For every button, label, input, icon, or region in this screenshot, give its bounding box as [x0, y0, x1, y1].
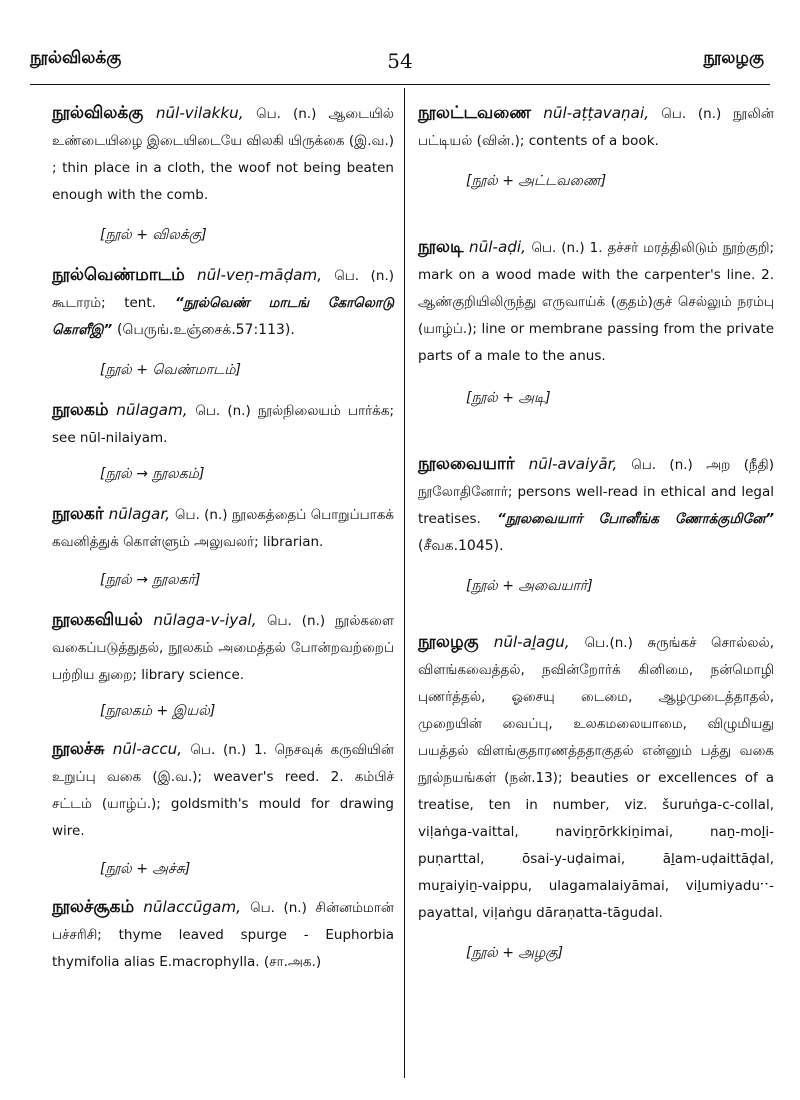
left-column: [52, 100, 394, 975]
running-head-left: நூல்விலக்கு: [30, 48, 122, 68]
definition: பெ. (n.) கூடாரம்; tent.: [52, 268, 394, 311]
transliteration: nūl-vilakku,: [155, 104, 244, 122]
headword: நூலடி: [418, 237, 464, 257]
etymology: [நூல் + அச்சு]: [100, 861, 191, 877]
headword: நூலச்சு: [52, 739, 105, 759]
transliteration: nūl-veṇ-māḍam,: [197, 266, 323, 284]
entry-nulagam: [52, 397, 394, 451]
transliteration: nūl-avaiyār,: [528, 455, 618, 473]
citation: (சீவக.1045).: [418, 538, 504, 554]
etymology: [நூல் + அடி]: [466, 390, 551, 406]
right-column: [418, 100, 774, 966]
etymology: [நூல் → நூலகம்]: [100, 466, 205, 482]
transliteration: nūl-accu,: [112, 740, 183, 758]
etymology: [நூல் + அழகு]: [466, 945, 564, 961]
etymology: [நூல் + விலக்கு]: [100, 227, 207, 243]
transliteration: nūlagam,: [116, 401, 188, 419]
citation: (பெருங்.உஞ்சைக்.57:113).: [117, 322, 295, 338]
etymology: [நூல் + அட்டவணை]: [466, 173, 607, 189]
definition: பெ. (n.) ஆடையில் உண்டையிழை இடையிடையே விலகி யிருக்கை (இ.வ.) ; thin place in a cloth, the woof not being beaten enough with the comb.: [52, 106, 395, 203]
definition: பெ.(n.) சுருங்கச் சொல்லல், விளங்கவைத்தல், நவின்றோர்க் கினிமை, நன்மொழி புணர்த்தல், ஓசையு டைமை, ஆழமுடைத்தாதல், முறையின் வைப்பு, உலகமலையாமை, விழுமியது பயத்தல் விளங்குதாரணத்ததாகுதல் என்னும் பத்து வகை நூல்நயங்கள் (நன்.13); beauties or excellences of a treatise, ten in number, viz. šuruṅga-c-collal, viḷaṅga-vaittal, naviṉṟōrkkiṉimai, naṉ-moḻi-puṇarttal, ōsai-y-uḍaimai, āḻam-uḍaittāḍal, muṟaiyiṉ-vaippu, ulagamalaiyāmai, viḻumiyaduˑˑ-payattal, viḷaṅgu dāraṇatta-tāgudal.: [418, 635, 775, 921]
definition: பெ. (n.) அற (நீதி) நூலோதினோர்; persons well-read in ethical and legal treatises.: [418, 457, 774, 527]
entry-nul-alagu: [418, 629, 774, 926]
definition: பெ. (n.) சின்னம்மான் பச்சரிசி; thyme leaved spurge - Euphorbia thymifolia alias E.macrophylla. (சா.அக.): [52, 900, 395, 970]
headword: நூலகவியல்: [52, 610, 143, 630]
headword: நூலகர்: [52, 504, 104, 524]
definition: பெ. (n.) நூல்நிலையம் பார்க்க; see nūl-nilaiyam.: [52, 403, 395, 446]
transliteration: nūl-aḻagu,: [493, 633, 570, 651]
headword: நூல்வெண்மாடம்: [52, 265, 185, 285]
etymology: [நூல் → நூலகர்]: [100, 572, 201, 588]
headword: நூலவையார்: [418, 454, 515, 474]
definition: பெ. (n.) 1. தச்சர் மரத்திலிடும் நூற்குறி; mark on a wood made with the carpenter's line. 2. ஆண்குறியிலிருந்து எருவாய்க் (குதம்)குச் செல்லும் நரம்பு (யாழ்ப்.); line or membrane passing from the private parts of a male to the anus.: [418, 240, 775, 364]
entry-nul-avaiyar: [418, 451, 774, 559]
transliteration: nūl-aṭṭavaṇai,: [543, 104, 650, 122]
definition: பெ. (n.) நூலின் பட்டியல் (வின்.); contents of a book.: [418, 106, 774, 149]
quotation: “நூலவையார் போனீங்க ணோக்குமினே”: [497, 511, 774, 527]
page-number: 54: [387, 49, 413, 73]
etymology: [நூல் + வெண்மாடம்]: [100, 362, 241, 378]
definition: பெ. (n.) 1. நெசவுக் கருவியின் உறுப்பு வகை (இ.வ.); weaver's reed. 2. கம்பிச் சட்டம் (யாழ்ப்.); goldsmith's mould for drawing wire.: [52, 742, 394, 839]
headword: நூலகம்: [52, 400, 109, 420]
entry-nulaccugam: [52, 894, 394, 975]
headword: நூலழகு: [418, 632, 479, 652]
headword: நூல்விலக்கு: [52, 103, 144, 123]
etymology: [நூல் + அவையார்]: [466, 578, 593, 594]
definition: பெ. (n.) நூலகத்தைப் பொறுப்பாகக் கவனித்துக் கொள்ளும் அலுவலர்; librarian.: [52, 507, 394, 550]
entry-nul-ven-madam: [52, 262, 394, 343]
headword: நூலட்டவணை: [418, 103, 532, 123]
running-head-right: நூலழகு: [703, 48, 764, 68]
entry-nul-adi: [418, 234, 774, 369]
entry-nulagaviyal: [52, 607, 394, 688]
column-divider: [404, 88, 405, 1078]
entry-nul-vilakku: [52, 100, 394, 208]
entry-nulagar: [52, 501, 394, 555]
definition: பெ. (n.) நூல்களை வகைப்படுத்துதல், நூலகம் அமைத்தல் போன்றவற்றைப் பற்றிய துறை; library science.: [52, 613, 394, 683]
transliteration: nūlagar,: [108, 505, 171, 523]
transliteration: nūlaccūgam,: [143, 898, 241, 916]
quotation: “நூல்வெண் மாடங் கோலொடு கொளீஇ”: [52, 295, 394, 338]
entry-nulaccu: [52, 736, 394, 844]
transliteration: nūl-aḍi,: [469, 238, 526, 256]
transliteration: nūlaga-v-iyal,: [153, 611, 257, 629]
entry-nul-attavanai: [418, 100, 774, 154]
etymology: [நூலகம் + இயல்]: [100, 703, 216, 719]
header-rule: [30, 84, 770, 85]
headword: நூலச்சூகம்: [52, 897, 135, 917]
